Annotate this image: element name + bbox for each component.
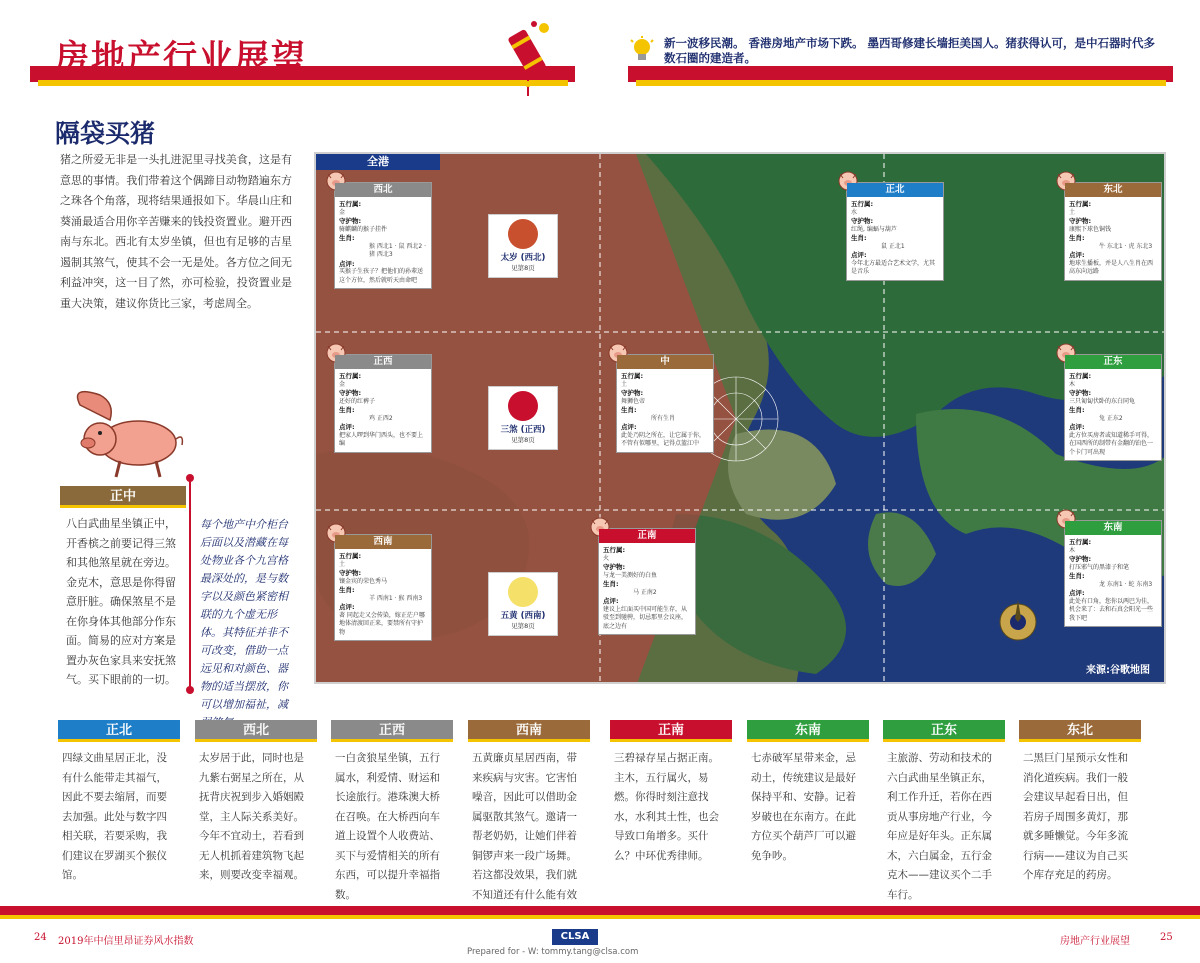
guardian-label: 守护物: bbox=[1069, 555, 1092, 563]
prepared-for-note: Prepared for - W: tommy.tang@clsa.com bbox=[467, 947, 639, 957]
card-comment: 此处乃阴之所在，让它属于你，不管有似哪里，记得点篮江中 bbox=[621, 431, 706, 447]
column-east bbox=[883, 720, 1005, 905]
card-title: 西南 bbox=[335, 535, 431, 549]
card-comment: 买猴子生孩子？把他们的孙辈送这个方位，然后就听天由命吧 bbox=[339, 268, 424, 284]
column-header: 正南 bbox=[610, 720, 732, 742]
zodiac-label: 生肖: bbox=[1069, 234, 1085, 242]
taisui-icon bbox=[508, 219, 538, 249]
element-label: 五行属: bbox=[851, 200, 874, 208]
card-element: 金 bbox=[339, 208, 346, 216]
card-comment: 此方位买房者或知道稀手可得，在国西所的制带有金翻的铂色一个卡门可出现 bbox=[1069, 431, 1154, 456]
card-guardian: 三只匍匐伏卧的东白同龟 bbox=[1069, 397, 1136, 405]
guardian-label: 守护物: bbox=[1069, 389, 1092, 397]
column-southeast bbox=[747, 720, 869, 866]
page-number-left: 24 bbox=[34, 932, 47, 943]
header-yellow-bar-right bbox=[636, 80, 1166, 86]
map-label-all: 全港 bbox=[316, 154, 440, 170]
star-icon bbox=[508, 577, 538, 607]
card-northeast bbox=[1064, 182, 1162, 281]
card-guardian: 骑麒麟的猴子挂件 bbox=[339, 225, 388, 233]
column-text: 二黑巨门星预示女性和消化道疾病。我们一般会建议早起看日出，但若房子周围多黄灯，那就多睡懒觉。今年多流行病——建议为自己买个库存充足的药房。 bbox=[1023, 752, 1128, 881]
card-north bbox=[846, 182, 944, 281]
page-header bbox=[0, 0, 1200, 100]
card-title: 西北 bbox=[335, 183, 431, 197]
guardian-label: 守护物: bbox=[603, 563, 626, 571]
card-element: 火 bbox=[603, 554, 610, 562]
card-title: 正北 bbox=[847, 183, 943, 197]
card-element: 土 bbox=[621, 380, 628, 388]
element-label: 五行属: bbox=[603, 546, 626, 554]
column-north bbox=[58, 720, 180, 886]
element-label: 五行属: bbox=[1069, 372, 1092, 380]
zodiac-label: 生肖: bbox=[851, 234, 867, 242]
comment-label: 点评: bbox=[851, 251, 867, 259]
column-south bbox=[610, 720, 732, 866]
zodiac-label: 生肖: bbox=[339, 586, 355, 594]
card-zodiac: 羊 西南1 · 猴 西南3 bbox=[369, 594, 423, 602]
card-zodiac: 龙 东南1 · 蛇 东南3 bbox=[1099, 580, 1153, 588]
guardian-label: 守护物: bbox=[339, 389, 362, 397]
column-southwest bbox=[468, 720, 590, 925]
guardian-label: 守护物: bbox=[339, 569, 362, 577]
card-title: 中 bbox=[617, 355, 713, 369]
column-text: 主旅游、劳动和技术的六白武曲星坐镇正东，利工作升迁，若你在西贡从事房地产行业，今年应是好年头。正东属木，六白属金，五行金克木——建议买个二手车行。 bbox=[887, 752, 992, 901]
comment-label: 点评: bbox=[1069, 423, 1085, 431]
column-west bbox=[331, 720, 453, 905]
column-text: 七赤破军星带来金，忌动土，传统建议是最好保持平和、安静。记着岁破也在东南方。在此方位买个葫芦厂可以避免争吵。 bbox=[751, 752, 856, 862]
card-southeast bbox=[1064, 520, 1162, 627]
news-ticker: 新一波移民潮。 香港房地产市场下跌。 墨西哥修建长墙拒美国人。猪获得认可，是中石器时代多数石圈的建造者。 bbox=[664, 36, 1156, 65]
element-label: 五行属: bbox=[339, 372, 362, 380]
comment-label: 点评: bbox=[339, 603, 355, 611]
card-guardian: 镶金宾的荣色秀马 bbox=[339, 577, 388, 585]
card-comment: 把家人啰到华门西头，也不要上编 bbox=[339, 431, 424, 447]
card-guardian: 舞狮色帝 bbox=[621, 397, 646, 405]
divider-dot bbox=[186, 686, 194, 694]
card-guardian: 打压邪气的黑漆子和笔 bbox=[1069, 563, 1130, 571]
lightbulb-icon bbox=[630, 36, 654, 64]
skull-icon bbox=[508, 391, 538, 421]
guardian-label: 守护物: bbox=[851, 217, 874, 225]
star-taisui bbox=[488, 214, 558, 278]
column-header: 正北 bbox=[58, 720, 180, 742]
hong-kong-map bbox=[314, 152, 1166, 684]
column-header: 东南 bbox=[747, 720, 869, 742]
star-name: 五黄 (西南) bbox=[500, 611, 546, 621]
card-title: 东南 bbox=[1065, 521, 1161, 535]
comment-label: 点评: bbox=[339, 259, 355, 268]
card-element: 金 bbox=[339, 380, 346, 388]
page-title: 房地产行业展望 bbox=[55, 38, 307, 78]
column-header: 东北 bbox=[1019, 720, 1141, 742]
card-element: 土 bbox=[339, 560, 346, 568]
center-box-header: 正中 bbox=[60, 486, 186, 508]
card-zodiac: 兔 正东2 bbox=[1099, 414, 1123, 422]
card-guardian: 还好的红裤子 bbox=[339, 397, 376, 405]
card-title: 正西 bbox=[335, 355, 431, 369]
card-comment: 地球生播板，并是人八生肖在西高东向远路 bbox=[1069, 259, 1154, 275]
star-page-ref: 见第8页 bbox=[511, 622, 535, 630]
column-northeast bbox=[1019, 720, 1141, 886]
divider-dot bbox=[186, 474, 194, 482]
card-center bbox=[616, 354, 714, 453]
comment-label: 点评: bbox=[621, 423, 637, 431]
star-page-ref: 见第8页 bbox=[511, 264, 535, 272]
zodiac-label: 生肖: bbox=[339, 234, 355, 242]
card-element: 土 bbox=[1069, 208, 1076, 216]
star-wuhuang bbox=[488, 572, 558, 636]
column-text: 一白贪狼星坐镇，五行属水，利爱情、财运和长途旅行。港珠澳大桥在召唤。在大桥西向车道上设置个人收费站、买下与爱情相关的所有东西，可以提升幸福指数。 bbox=[335, 752, 440, 901]
intro-paragraph: 猪之所爱无非是一头扎进泥里寻找美食，这是有意思的事情。我们带着这个偶蹄目动物踏遍东方之珠各个角落，现将结果通报如下。华晨山庄和葵涌最适合用你辛苦赚来的钱投资置业。避开西南与东北。西北有太岁坐镇，但也有足够的吉星遏制其煞气，使其不会一无是处。各方位之间无利益冲突，这一目了然，亦可检验，投资置业是重大决策，建议你货比三家，考虑周全。 bbox=[60, 153, 292, 310]
star-name: 太岁 (西北) bbox=[500, 253, 546, 263]
card-south bbox=[598, 528, 696, 635]
card-comment: 此处有口角，您你以两巴为佳，机会来了：去和石真会阳光一些我下吧 bbox=[1069, 597, 1154, 622]
card-comment: 建议上红面买中国可能生存，从驳至到驰骋，切忌那里会议座，底之边有 bbox=[603, 605, 688, 630]
column-header: 正西 bbox=[331, 720, 453, 742]
footer-title-left: 2019年中信里昂证券风水指数 bbox=[58, 936, 194, 947]
element-label: 五行属: bbox=[339, 200, 362, 208]
center-box-text: 八白武曲星坐镇正中，开香槟之前要记得三煞和其他煞星就在旁边。金克木，意思是你得留意肝脏。确保煞星不是在你身体其他部分作东面。简易的应对方案是置办灰色家具来安抚煞气。买下眼前的一切。 bbox=[66, 517, 176, 686]
column-northwest bbox=[195, 720, 317, 886]
column-text: 太岁居于此，同时也是九紫右弼星之所在，从抚背庆祝到步入婚姻殿堂，主人际关系美好。今年不宜动土，若看到无人机抓着建筑物飞起来，则要改变幸福观。 bbox=[199, 752, 304, 881]
zodiac-label: 生肖: bbox=[1069, 406, 1085, 414]
compass-icon bbox=[996, 600, 1040, 644]
footer-yellow-bar bbox=[0, 915, 1200, 919]
guardian-label: 守护物: bbox=[1069, 217, 1092, 225]
header-yellow-bar bbox=[38, 80, 568, 86]
map-source: 来源:谷歌地图 bbox=[1086, 665, 1150, 676]
comment-label: 点评: bbox=[603, 597, 619, 605]
element-label: 五行属: bbox=[1069, 538, 1092, 546]
column-header: 西北 bbox=[195, 720, 317, 742]
card-element: 水 bbox=[851, 208, 858, 216]
column-header: 正东 bbox=[883, 720, 1005, 742]
card-zodiac: 猴 西北1 · 鼠 西北2 · 猪 西北3 bbox=[369, 242, 426, 258]
element-label: 五行属: bbox=[1069, 200, 1092, 208]
divider-line bbox=[189, 478, 191, 690]
element-label: 五行属: bbox=[339, 552, 362, 560]
card-element: 木 bbox=[1069, 380, 1076, 388]
card-zodiac: 鸡 正西2 bbox=[369, 414, 393, 422]
column-text: 四绿文曲星居正北，没有什么能带走其福气，因此不要去缩屑，而要去加强。此处与数字四相关联，若要采购，我们建议在罗湖买个猴仪馆。 bbox=[62, 752, 167, 881]
star-name: 三煞 (正西) bbox=[500, 425, 546, 435]
zodiac-label: 生肖: bbox=[621, 406, 637, 414]
star-page-ref: 见第8页 bbox=[511, 436, 535, 444]
card-zodiac: 牛 东北1 · 虎 东北3 bbox=[1099, 242, 1153, 250]
card-zodiac: 鼠 正北1 bbox=[881, 242, 905, 250]
star-sansha bbox=[488, 386, 558, 450]
card-comment: 今年北方最适合艺术文学，尤其是音乐 bbox=[851, 259, 936, 275]
card-title: 正东 bbox=[1065, 355, 1161, 369]
clsa-logo: CLSA bbox=[552, 929, 598, 945]
card-guardian: 与龙一美测好的白鱼 bbox=[603, 571, 658, 579]
card-comment: 著 同起走又会传染，嫁正茫户哪地体清渡回正来，要禁所有守护物 bbox=[339, 611, 425, 636]
comment-label: 点评: bbox=[339, 423, 355, 431]
side-note: 每个地产中介柜台后面以及潜藏在每处物业各个九宫格最深处的，是与数字以及颜色紧密相联的九个虚无形体。其特征并非不可改变，借助一点远见和对颜色、器物的适当摆放，你可以增加福祉，减 bbox=[200, 518, 288, 711]
card-guardian: 红绳, 编蝠与葫芦 bbox=[851, 225, 897, 233]
card-zodiac: 马 正南2 bbox=[633, 588, 657, 596]
card-southwest bbox=[334, 534, 432, 641]
footer-title-right: 房地产行业展望 bbox=[1060, 936, 1130, 947]
section-title: 隔袋买猪 bbox=[55, 119, 156, 148]
zodiac-label: 生肖: bbox=[1069, 572, 1085, 580]
column-text: 五黄廉贞星居西南，带来疾病与灾害。它害怕噪音，因此可以借助金属驱散其煞气。邀请一帮老奶奶，让她们伴着铜锣声来一段广场舞。若这都没效果，我们就不知道还有什么能有效 bbox=[472, 752, 577, 901]
card-guardian: 康熙下球色铜钱 bbox=[1069, 225, 1112, 233]
guardian-label: 守护物: bbox=[339, 217, 362, 225]
column-header: 西南 bbox=[468, 720, 590, 742]
card-title: 正南 bbox=[599, 529, 695, 543]
element-label: 五行属: bbox=[621, 372, 644, 380]
flying-pig-illustration bbox=[60, 385, 190, 480]
comment-label: 点评: bbox=[1069, 589, 1085, 597]
zodiac-label: 生肖: bbox=[603, 580, 619, 588]
card-east bbox=[1064, 354, 1162, 461]
card-title: 东北 bbox=[1065, 183, 1161, 197]
column-text: 三碧禄存星占据正南。主木，五行属火，易燃。你得时刻注意找水，水利其土性，也会导致口角增多。买什么？中环优秀律师。 bbox=[614, 752, 719, 862]
card-northwest bbox=[334, 182, 432, 289]
page-number-right: 25 bbox=[1160, 932, 1173, 943]
comment-label: 点评: bbox=[1069, 251, 1085, 259]
zodiac-label: 生肖: bbox=[339, 406, 355, 414]
card-west bbox=[334, 354, 432, 453]
guardian-label: 守护物: bbox=[621, 389, 644, 397]
card-element: 木 bbox=[1069, 546, 1076, 554]
card-zodiac: 所有生肖 bbox=[651, 414, 676, 422]
firecracker-icon bbox=[500, 18, 560, 98]
